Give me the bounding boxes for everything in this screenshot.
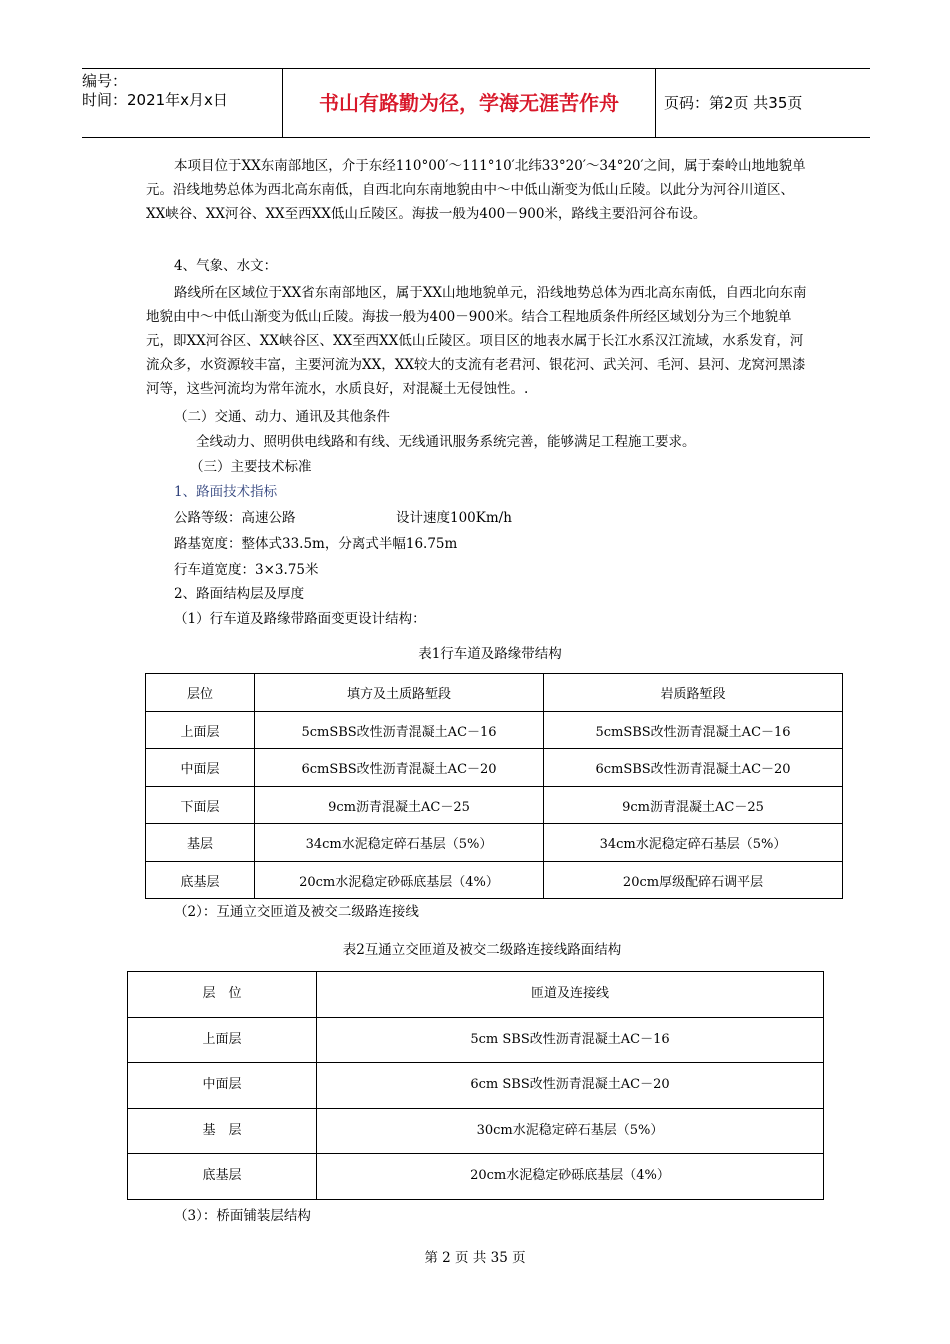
table-cell: 20cm厚级配碎石调平层 xyxy=(544,862,843,899)
table-row xyxy=(128,1154,824,1200)
page-header xyxy=(82,68,870,138)
table-cell: 底基层 xyxy=(128,1154,317,1200)
table-cell: 30cm水泥稳定碎石基层（5%） xyxy=(317,1109,824,1154)
table-cell: 34cm水泥稳定碎石基层（5%） xyxy=(255,824,544,862)
table-lane-structure xyxy=(145,673,843,899)
table-header-cell: 岩质路堑段 xyxy=(544,674,843,712)
design-speed: 设计速度100Km/h xyxy=(396,510,512,526)
table-cell: 下面层 xyxy=(146,787,255,824)
table-cell: 5cmSBS改性沥青混凝土AC－16 xyxy=(255,712,544,749)
table-ramp-structure xyxy=(127,971,824,1200)
table2-caption: 表2互通立交匝道及被交二级路连接线路面结构 xyxy=(342,942,622,958)
table-header-row xyxy=(146,674,843,712)
table-cell: 5cmSBS改性沥青混凝土AC－16 xyxy=(544,712,843,749)
table-cell: 6cmSBS改性沥青混凝土AC－20 xyxy=(255,749,544,787)
time-label: 时间：2021年x月x日 xyxy=(82,91,228,109)
item-bridge-deck: （3）：桥面铺装层结构 xyxy=(174,1208,311,1224)
section-traffic-text: 全线动力、照明供电线路和有线、无线通讯服务系统完善，能够满足工程施工要求。 xyxy=(196,434,696,450)
table-row xyxy=(146,712,843,749)
table-row xyxy=(128,1063,824,1109)
table-cell: 9cm沥青混凝土AC－25 xyxy=(544,787,843,824)
table-cell: 中面层 xyxy=(146,749,255,787)
table-cell: 6cm SBS改性沥青混凝土AC－20 xyxy=(317,1063,824,1109)
section-tech-standards: （三）主要技术标准 xyxy=(190,459,312,475)
header-meta xyxy=(82,69,282,140)
item-lane-structure: （1）行车道及路缘带路面变更设计结构： xyxy=(174,611,426,627)
table-cell: 上面层 xyxy=(128,1018,317,1063)
header-motto: 书山有路勤为径，学海无涯苦作舟 xyxy=(319,91,619,115)
lane-width: 行车道宽度：3×3.75米 xyxy=(174,562,319,578)
table-header-cell: 匝道及连接线 xyxy=(317,972,824,1018)
table-header-cell: 层 位 xyxy=(128,972,317,1018)
table-cell: 中面层 xyxy=(128,1063,317,1109)
table-row xyxy=(146,749,843,787)
table-cell: 20cm水泥稳定砂砾底基层（4%） xyxy=(317,1154,824,1200)
table-cell: 9cm沥青混凝土AC－25 xyxy=(255,787,544,824)
table-header-row xyxy=(128,972,824,1018)
table-cell: 20cm水泥稳定砂砾底基层（4%） xyxy=(255,862,544,899)
table-header-cell: 填方及土质路堑段 xyxy=(255,674,544,712)
sub-heading-road-indices: 1、路面技术指标 xyxy=(174,484,278,500)
table1-caption: 表1行车道及路缘带结构 xyxy=(418,646,562,662)
table-row xyxy=(146,824,843,862)
table-row xyxy=(128,1109,824,1154)
table-cell: 5cm SBS改性沥青混凝土AC－16 xyxy=(317,1018,824,1063)
page-footer: 第 2 页 共 35 页 xyxy=(424,1250,526,1266)
road-grade: 公路等级：高速公路 xyxy=(174,510,296,526)
table-cell: 6cmSBS改性沥青混凝土AC－20 xyxy=(544,749,843,787)
header-motto-cell xyxy=(282,69,656,137)
table-cell: 上面层 xyxy=(146,712,255,749)
header-page-number: 页码：第2页 共35页 xyxy=(664,94,803,112)
table-cell: 34cm水泥稳定碎石基层（5%） xyxy=(544,824,843,862)
item-ramp-structure: （2）：互通立交匝道及被交二级路连接线 xyxy=(174,904,419,920)
table-cell: 基 层 xyxy=(128,1109,317,1154)
table-row xyxy=(128,1018,824,1063)
paragraph-location: 本项目位于XX东南部地区，介于东经110°00′～111°10′北纬33°20′～34°20′之间，属于秦岭山地地貌单元。沿线地势总体为西北高东南低，自西北向东南地貌由中～中低山渐变为低山丘陵。以此分为河谷川道区、XX峡谷、XX河谷、XX至西XX低山丘陵区。海拔一般为400－900米，路线主要沿河谷布设。 xyxy=(146,158,806,222)
heading-climate: 4、气象、水文： xyxy=(174,258,278,274)
section-traffic: （二）交通、动力、通讯及其他条件 xyxy=(174,409,390,425)
table-cell: 基层 xyxy=(146,824,255,862)
table-cell: 底基层 xyxy=(146,862,255,899)
table-row xyxy=(146,787,843,824)
table-header-cell: 层位 xyxy=(146,674,255,712)
sub-heading-structure: 2、路面结构层及厚度 xyxy=(174,586,305,602)
number-label: 编号： xyxy=(82,72,128,90)
paragraph-hydrology: 路线所在区域位于XX省东南部地区，属于XX山地地貌单元，沿线地势总体为西北高东南低，自西北向东南地貌由中～中低山渐变为低山丘陵。海拔一般为400－900米。结合工程地质条件所经区域划分为三个地貌单元，即XX河谷区、XX峡谷区、XX至西XX低山丘陵区。项目区的地表水属于长江水系汉江流域，水系发育，河流众多，水资源较丰富，主要河流为XX，XX较大的支流有老君河、银花河、武关河、毛河、县河、龙窝河黑漆河等，这些河流均为常年流水，水质良好，对混凝土无侵蚀性。. xyxy=(146,285,807,397)
roadbed-width: 路基宽度：整体式33.5m，分离式半幅16.75m xyxy=(174,536,458,552)
table-row xyxy=(146,862,843,899)
